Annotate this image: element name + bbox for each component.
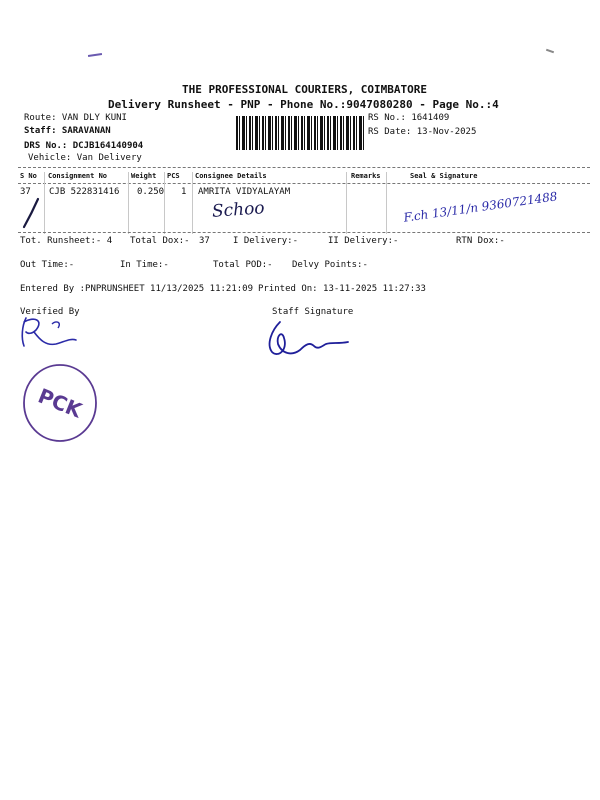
- in-time: In Time:-: [120, 260, 169, 270]
- barcode: [236, 116, 364, 150]
- route-label: Route: VAN DLY KUNI: [24, 113, 127, 123]
- tick-mark-icon: [20, 196, 42, 230]
- verifier-signature: [16, 312, 86, 354]
- col-header-consignee: Consignee Details: [195, 172, 267, 180]
- col-separator: [386, 172, 387, 234]
- row-consignee: AMRITA VIDYALAYAM: [198, 187, 291, 197]
- rs-number: RS No.: 1641409: [368, 113, 450, 123]
- col-header-pcs: PCS: [167, 172, 180, 180]
- handwritten-receiver: Schoo: [211, 198, 266, 222]
- total-dox-label: Total Dox:-: [130, 236, 190, 246]
- total-pod: Total POD:-: [213, 260, 273, 270]
- row-weight: 0.250: [137, 187, 165, 197]
- staff-label: Staff: SARAVANAN: [24, 126, 111, 136]
- runsheet-subtitle: Delivery Runsheet - PNP - Phone No.:9047080280 - Page No.:4: [108, 98, 499, 111]
- row-consignment-no: CJB 522831416: [49, 187, 120, 197]
- col-header-remarks: Remarks: [351, 172, 381, 180]
- delvy-points: Delvy Points:-: [292, 260, 368, 270]
- out-time: Out Time:-: [20, 260, 75, 270]
- tot-runsheet: Tot. Runsheet:- 4: [20, 236, 113, 246]
- i-delivery: I Delivery:-: [233, 236, 299, 246]
- stray-pen-mark: [88, 53, 102, 57]
- stray-pen-mark: [546, 49, 554, 54]
- col-header-consignment: Consignment No: [48, 172, 108, 180]
- col-separator: [164, 172, 165, 234]
- rtn-dox: RTN Dox:-: [456, 236, 505, 246]
- stamp-text: PCK: [34, 383, 86, 423]
- col-header-weight: Weight: [131, 172, 157, 180]
- table-header-rule: [18, 183, 590, 184]
- verified-by-label: Verified By: [20, 307, 80, 317]
- total-dox-value: 37: [199, 236, 210, 246]
- col-separator: [128, 172, 129, 234]
- company-title: THE PROFESSIONAL COURIERS, COIMBATORE: [182, 83, 428, 96]
- col-header-seal: Seal & Signature: [410, 172, 478, 180]
- col-separator: [346, 172, 347, 234]
- pck-stamp: [20, 362, 100, 444]
- row-pcs: 1: [181, 187, 187, 197]
- row-sno: 37: [20, 187, 31, 197]
- ii-delivery: II Delivery:-: [328, 236, 399, 246]
- drs-number: DRS No.: DCJB164140904: [24, 141, 144, 151]
- col-separator: [192, 172, 193, 234]
- table-top-rule: [18, 167, 590, 168]
- table-bottom-rule: [18, 232, 590, 233]
- printed-on: Printed On: 13-11-2025 11:27:33: [258, 284, 426, 294]
- staff-signature: [262, 314, 352, 364]
- col-separator: [44, 172, 45, 234]
- handwritten-seal-note: F.ch 13/11/n 9360721488: [402, 189, 559, 225]
- entered-by: Entered By :PNPRUNSHEET 11/13/2025 11:21:09: [20, 284, 253, 294]
- rs-date: RS Date: 13-Nov-2025: [368, 127, 477, 137]
- staff-signature-label: Staff Signature: [272, 307, 354, 317]
- col-header-sno: S No: [20, 172, 37, 180]
- vehicle-label: Vehicle: Van Delivery: [28, 153, 142, 163]
